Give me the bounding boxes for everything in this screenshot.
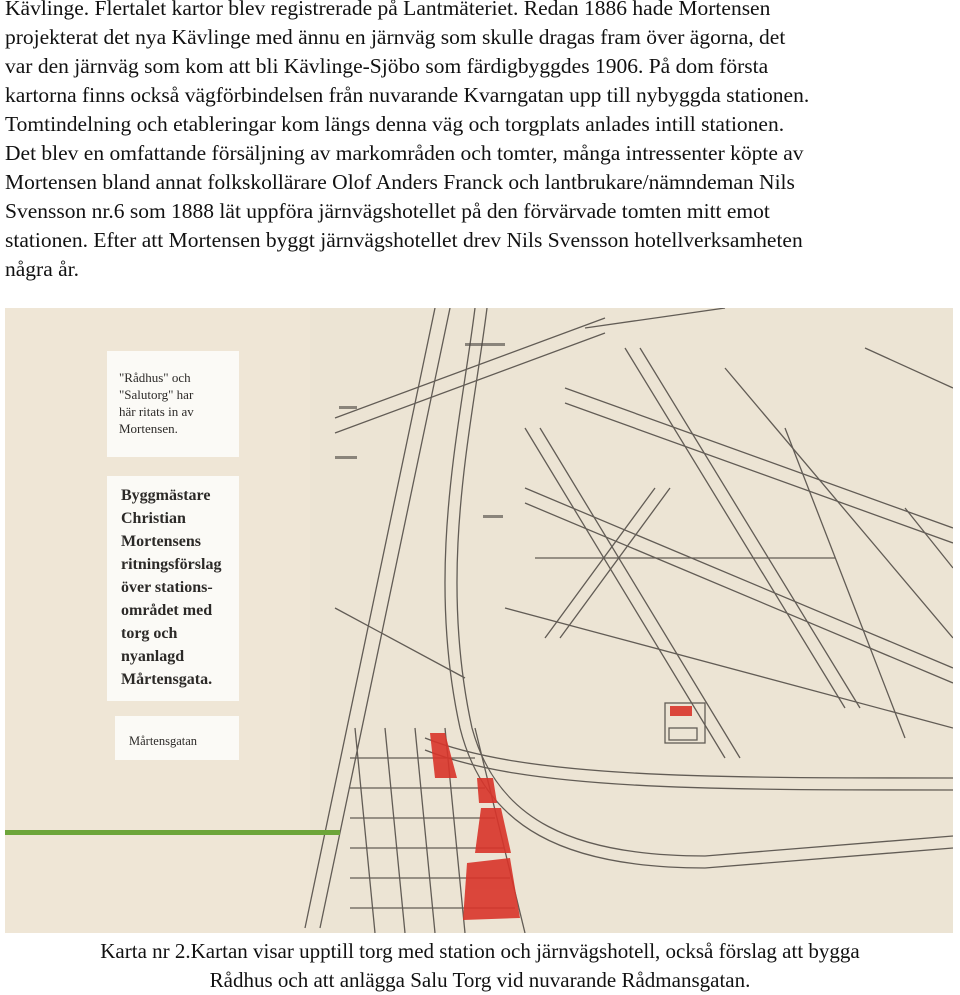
note-martensgatan [115, 716, 239, 760]
body-line: Det blev en omfattande försäljning av markområden och tomter, många intressenter köpte av [5, 141, 804, 165]
body-line: var den järnväg som kom att bli Kävlinge-Sjöbo som färdigbyggdes 1906. På dom första [5, 54, 769, 78]
note-line: "Salutorg" har [119, 387, 194, 402]
note-line: nyanlagd [121, 648, 185, 665]
caption-line: Karta nr 2.Kartan visar upptill torg med station och järnvägshotell, också förslag att bygga [100, 939, 860, 963]
body-line: några år. [5, 257, 80, 281]
note-line: området med [121, 602, 213, 619]
body-line: Svensson nr.6 som 1888 lät uppföra järnvägshotellet på den förvärvade tomten mitt emot [5, 199, 770, 223]
note-line: torg och [121, 625, 178, 642]
map-figure [5, 308, 953, 933]
note-line: här ritats in av [119, 404, 194, 419]
body-line: kartorna finns också vägförbindelsen från nuvarande Kvarngatan upp till nybyggda stationen. [5, 83, 810, 107]
caption-line: Rådhus och att anlägga Salu Torg vid nuvarande Rådmansgatan. [209, 968, 751, 992]
note-line: över stations- [121, 579, 213, 596]
body-line: stationen. Efter att Mortensen byggt järnvägshotellet drev Nils Svensson hotellverksamheten [5, 228, 803, 252]
note-line: ritningsförslag [121, 556, 222, 573]
note-line: "Rådhus" och [119, 370, 191, 385]
note-byggmastare [107, 476, 239, 701]
note-line: Mortensens [121, 533, 201, 550]
note-line: Mårtensgata. [121, 671, 213, 688]
body-paragraph [5, 0, 955, 284]
note-line: Mårtensgatan [129, 734, 198, 748]
note-line: Byggmästare [121, 487, 211, 504]
note-radhus-salutorg [107, 351, 239, 457]
body-line: projekterat det nya Kävlinge med ännu en järnväg som skulle dragas fram över ägorna, det [5, 25, 786, 49]
note-line: Mortensen. [119, 421, 178, 436]
green-rule [5, 830, 340, 835]
figure-caption [0, 937, 960, 995]
note-line: Christian [121, 510, 186, 527]
body-line: Kävlinge. Flertalet kartor blev registrerade på Lantmäteriet. Redan 1886 hade Mortensen [5, 0, 771, 20]
body-line: Tomtindelning och etableringar kom längs denna väg och torgplats anlades intill stationen. [5, 112, 785, 136]
body-line: Mortensen bland annat folkskollärare Olof Anders Franck och lantbrukare/nämndeman Nils [5, 170, 795, 194]
